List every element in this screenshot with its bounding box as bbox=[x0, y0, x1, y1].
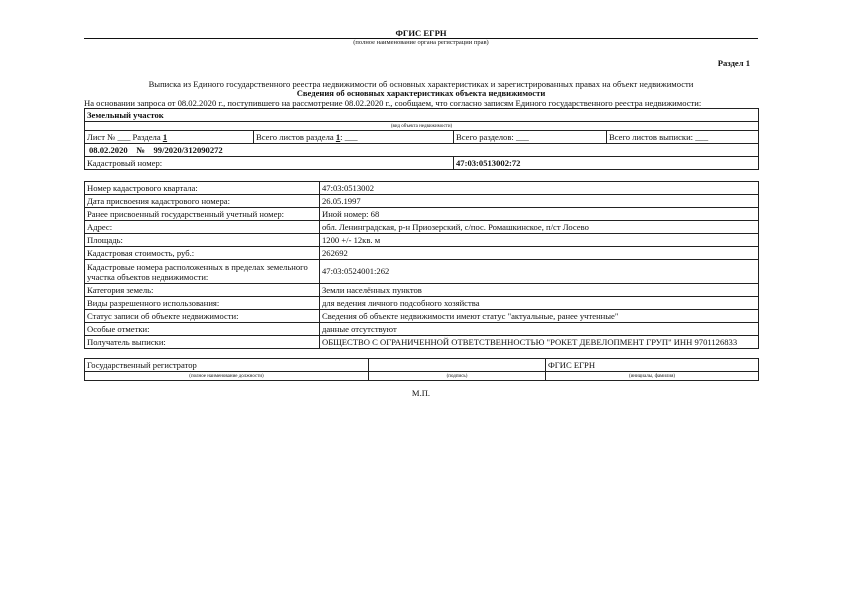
details-label: Кадастровые номера расположенных в пределах земельного участка объектов недвижимости: bbox=[85, 260, 320, 284]
details-row bbox=[85, 182, 759, 195]
details-row bbox=[85, 323, 759, 336]
section-label: Раздел 1 bbox=[717, 58, 750, 68]
org-title: ФГИС ЕГРН bbox=[395, 28, 447, 38]
details-row bbox=[85, 208, 759, 221]
extract-subtitle: Сведения об основных характеристиках объекта недвижимости bbox=[296, 88, 546, 98]
signature-caption: (подпись) bbox=[369, 372, 546, 381]
details-label: Номер кадастрового квартала: bbox=[85, 182, 320, 195]
signature-field bbox=[369, 359, 546, 372]
details-label: Особые отметки: bbox=[85, 323, 320, 336]
registrar-name: ФГИС ЕГРН bbox=[546, 359, 759, 372]
details-label: Кадастровая стоимость, руб.: bbox=[85, 247, 320, 260]
details-value: Земли населённых пунктов bbox=[320, 284, 759, 297]
details-row bbox=[85, 195, 759, 208]
details-label: Адрес: bbox=[85, 221, 320, 234]
details-label: Площадь: bbox=[85, 234, 320, 247]
total-sheets: Всего листов выписки: ___ bbox=[607, 131, 759, 144]
details-value: 47:03:0513002 bbox=[320, 182, 759, 195]
stamp-place: М.П. bbox=[411, 388, 431, 398]
details-row bbox=[85, 284, 759, 297]
details-value: 26.05.1997 bbox=[320, 195, 759, 208]
details-value: 1200 +/- 12кв. м bbox=[320, 234, 759, 247]
details-value: данные отсутствуют bbox=[320, 323, 759, 336]
cadastral-label: Кадастровый номер: bbox=[85, 157, 454, 170]
details-label: Дата присвоения кадастрового номера: bbox=[85, 195, 320, 208]
date-number: 08.02.2020 № 99/2020/312090272 bbox=[85, 144, 759, 157]
details-row bbox=[85, 260, 759, 284]
details-value: для ведения личного подсобного хозяйства bbox=[320, 297, 759, 310]
cadastral-number: 47:03:0513002:72 bbox=[454, 157, 759, 170]
org-caption: (полное наименование органа регистрации прав) bbox=[353, 39, 489, 46]
details-value: обл. Ленинградская, р-н Приозерский, с/пос. Ромашкинское, п/ст Лосево bbox=[320, 221, 759, 234]
details-label: Категория земель: bbox=[85, 284, 320, 297]
object-type: Земельный участок bbox=[85, 109, 759, 122]
registrar-position: Государственный регистратор bbox=[85, 359, 369, 372]
details-label: Виды разрешенного использования: bbox=[85, 297, 320, 310]
total-section-sheets: Всего листов раздела 1: ___ bbox=[254, 131, 454, 144]
details-label: Получатель выписки: bbox=[85, 336, 320, 349]
object-table bbox=[84, 108, 759, 170]
details-table bbox=[84, 181, 759, 349]
details-row bbox=[85, 234, 759, 247]
details-label: Статус записи об объекте недвижимости: bbox=[85, 310, 320, 323]
details-row bbox=[85, 297, 759, 310]
extract-title: Выписка из Единого государственного реестра недвижимости об основных характеристиках и зарегистрированных правах на объект недвижимости bbox=[148, 79, 694, 89]
details-row bbox=[85, 336, 759, 349]
details-value: 262692 bbox=[320, 247, 759, 260]
sheet-number: Лист № ___ Раздела 1 bbox=[85, 131, 254, 144]
details-row bbox=[85, 247, 759, 260]
details-row bbox=[85, 310, 759, 323]
total-sections: Всего разделов: ___ bbox=[454, 131, 607, 144]
details-value: ОБЩЕСТВО С ОГРАНИЧЕННОЙ ОТВЕТСТВЕННОСТЬЮ "РОКЕТ ДЕВЕЛОПМЕНТ ГРУП" ИНН 9701126833 bbox=[320, 336, 759, 349]
object-type-caption: (вид объекта недвижимости) bbox=[85, 122, 759, 131]
request-text: На основании запроса от 08.02.2020 г., поступившего на рассмотрение 08.02.2020 г., сообщаем, что согласно записям Единого государственного реестра недвижимости: bbox=[84, 98, 702, 108]
details-value: 47:03:0524001:262 bbox=[320, 260, 759, 284]
details-label: Ранее присвоенный государственный учетный номер: bbox=[85, 208, 320, 221]
details-value: Сведения об объекте недвижимости имеют статус "актуальные, ранее учтенные" bbox=[320, 310, 759, 323]
details-value: Иной номер: 68 bbox=[320, 208, 759, 221]
details-row bbox=[85, 221, 759, 234]
signature-table bbox=[84, 358, 759, 381]
name-caption: (инициалы, фамилия) bbox=[546, 372, 759, 381]
position-caption: (полное наименование должности) bbox=[85, 372, 369, 381]
